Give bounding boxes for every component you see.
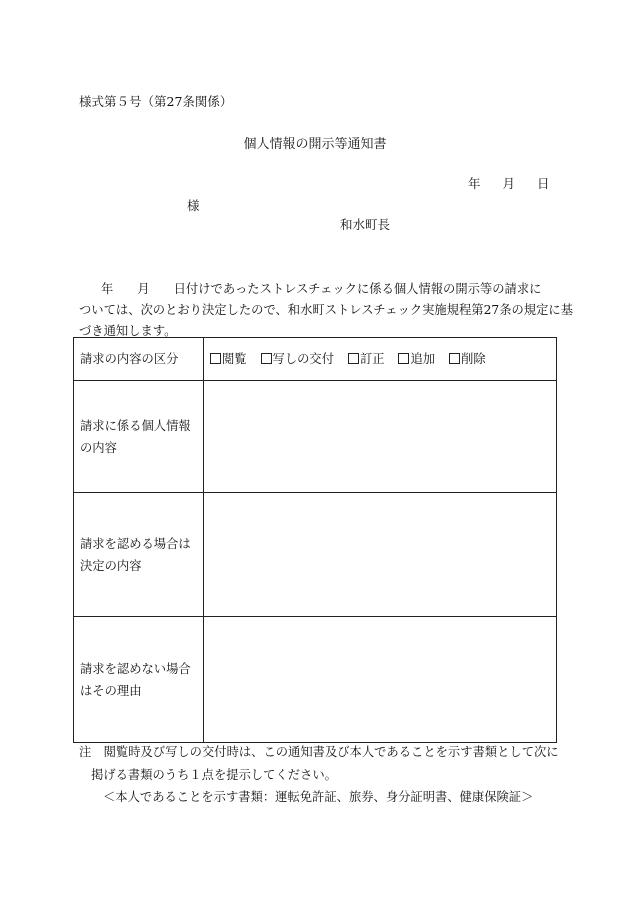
date-year-label: 年 (468, 176, 481, 191)
body-line-2: ついては、次のとおり決定したので、和水町ストレスチェック実施規程第27条の規定に基 (79, 303, 573, 317)
option-copy-delivery[interactable]: 写しの交付 (261, 353, 335, 365)
form-number: 様式第５号（第27条関係） (79, 94, 233, 109)
date-month-label: 月 (502, 176, 516, 191)
table-row-request-type (74, 338, 557, 381)
table-row-approval (74, 493, 557, 617)
date-day-label: 日 (537, 176, 550, 191)
rejection-label: 請求を認めない場合 はその理由 (74, 617, 204, 743)
issuer-name: 和水町長 (340, 217, 391, 232)
rejection-field[interactable] (204, 617, 557, 743)
body-line-3: づき通知します。 (79, 324, 177, 338)
notification-table (73, 337, 557, 743)
note-line-1: 注 閲覧時及び写しの交付時は、この通知書及び本人であることを示す書類として次に (79, 745, 559, 759)
checkbox-icon[interactable] (261, 353, 272, 364)
option-addition[interactable]: 追加 (398, 353, 435, 365)
option-inspection[interactable]: 閲覧 (210, 353, 247, 365)
body-year: 年 (101, 282, 114, 296)
request-type-label: 請求の内容の区分 (74, 338, 204, 381)
table-row-personal-info (74, 381, 557, 493)
option-correction[interactable]: 訂正 (348, 353, 385, 365)
approval-label: 請求を認める場合は 決定の内容 (74, 493, 204, 617)
body-line-1 (79, 279, 573, 300)
document-title: 個人情報の開示等通知書 (243, 137, 387, 152)
checkbox-icon[interactable] (449, 353, 460, 364)
body-month: 月 (137, 282, 150, 296)
body-line-1-text: 日付けであったストレスチェックに係る個人情報の開示等の請求に (173, 282, 542, 296)
option-deletion[interactable]: 削除 (449, 353, 486, 365)
checkbox-icon[interactable] (398, 353, 409, 364)
table-row-rejection (74, 617, 557, 743)
request-type-options (204, 338, 557, 381)
addressee-suffix: 様 (187, 198, 200, 213)
personal-info-label: 請求に係る個人情報 の内容 (74, 381, 204, 493)
note-line-3: ＜本人であることを示す書類：運転免許証、旅券、身分証明書、健康保険証＞ (103, 790, 534, 804)
note-line-2: 掲げる書類のうち１点を提示してください。 (91, 768, 337, 782)
personal-info-field[interactable] (204, 381, 557, 493)
body-paragraph (79, 279, 573, 342)
approval-field[interactable] (204, 493, 557, 617)
date-line (468, 178, 550, 191)
checkbox-icon[interactable] (348, 353, 359, 364)
checkbox-icon[interactable] (210, 353, 221, 364)
